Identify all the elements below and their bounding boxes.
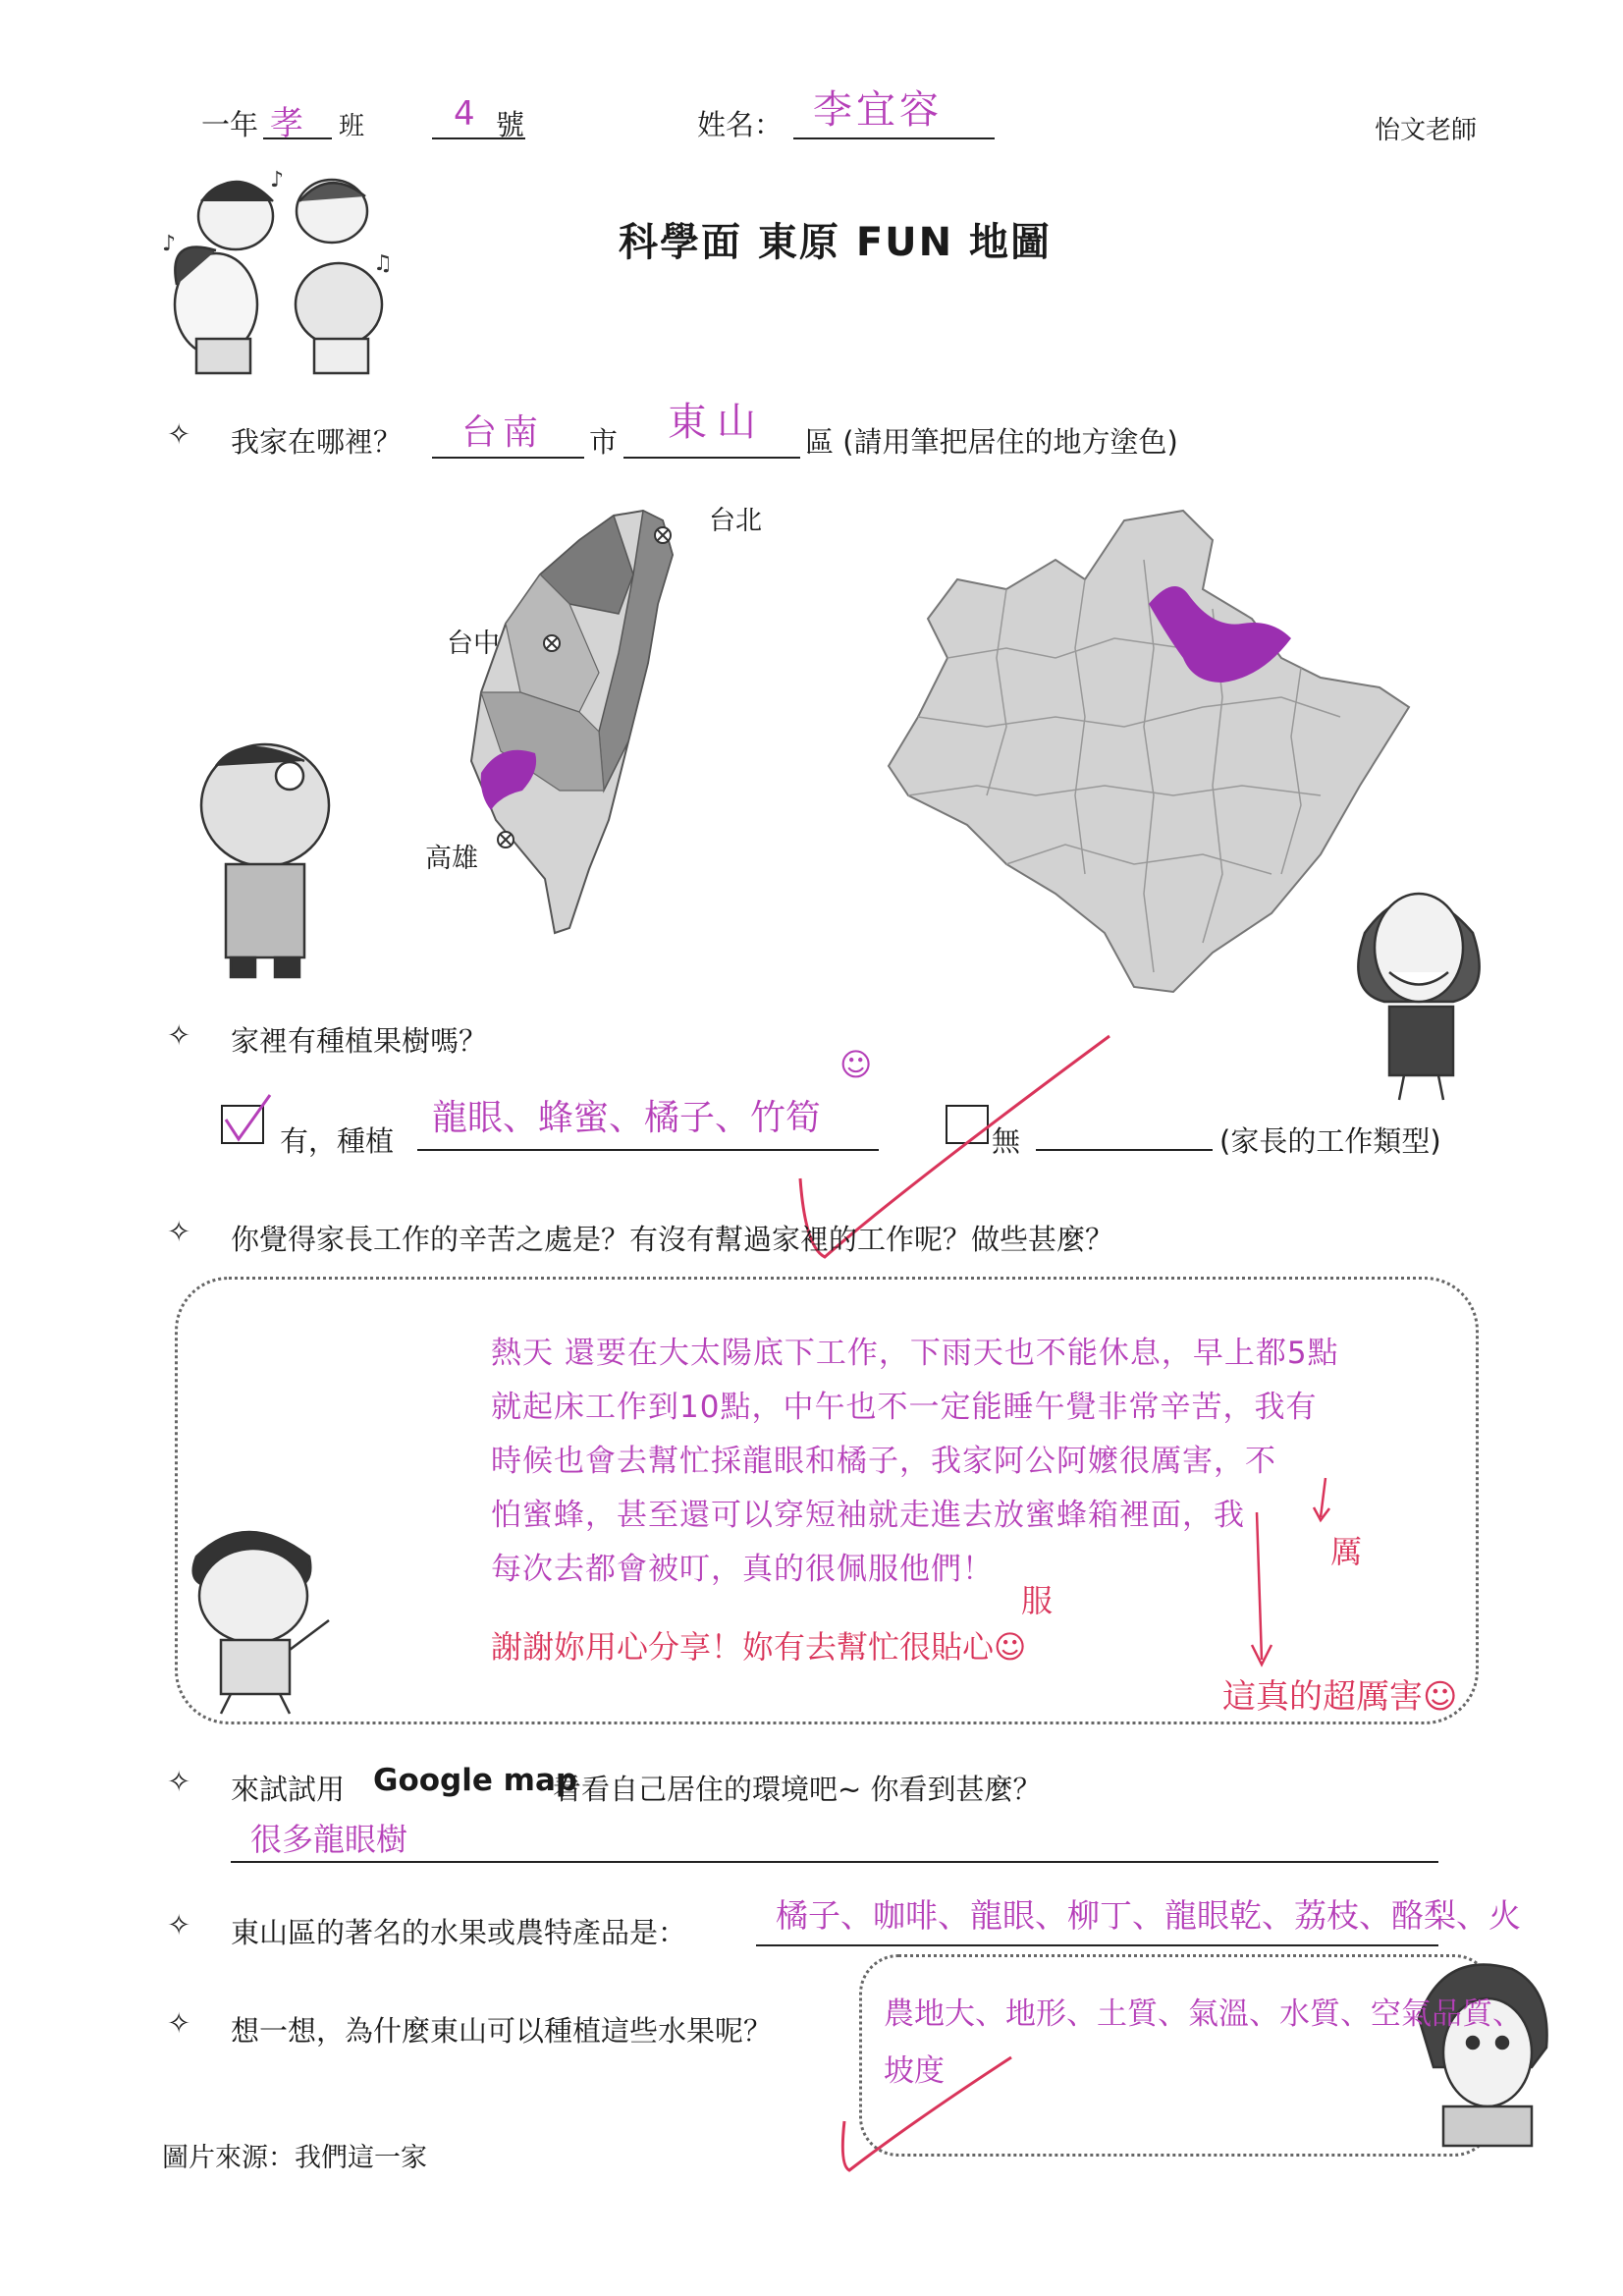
yes-check-mark <box>221 1090 275 1149</box>
cartoon-family-illustration <box>157 157 412 383</box>
smile-mark: ☺ <box>839 1046 873 1083</box>
city-marker-kaohsiung <box>498 832 514 847</box>
q3-answer-line-2: 就起床工作到10點，中午也不一定能睡午覺非常辛苦，我有 <box>491 1390 1318 1425</box>
correction-arrows <box>1247 1473 1365 1669</box>
district-value: 東山 <box>668 400 766 445</box>
bullet-q4: ✧ <box>167 1765 191 1798</box>
grade-prefix: 一年 <box>201 108 259 141</box>
name-value: 李宜容 <box>813 87 943 133</box>
cartoon-mother-illustration <box>1335 874 1502 1110</box>
city-marker-taipei <box>655 527 671 543</box>
correction-fu: 服 <box>1021 1582 1054 1619</box>
q5-answer: 橘子、咖啡、龍眼、柳丁、龍眼乾、荔枝、酪梨、火 <box>776 1896 1521 1935</box>
city-blank <box>432 457 584 459</box>
label-kaohsiung: 高雄 <box>425 844 478 874</box>
district-blank <box>623 457 800 459</box>
teacher-name: 怡文老師 <box>1375 116 1478 145</box>
district-suffix: 區 (請用筆把居住的地方塗色) <box>805 425 1178 459</box>
q4-question-post: 看看自己居住的環境吧~ 你看到甚麼？ <box>553 1773 1042 1806</box>
svg-text:♫: ♫ <box>373 251 393 276</box>
svg-text:♪: ♪ <box>270 168 285 192</box>
q6-answer-line-1: 農地大、地形、土質、氣溫、水質、空氣品質、 <box>884 1996 1523 2032</box>
correction-li: 厲 <box>1330 1533 1363 1570</box>
no-suffix: (家長的工作類型) <box>1219 1124 1441 1158</box>
number-value: 4 <box>454 94 475 134</box>
number-suffix: 號 <box>496 108 525 141</box>
teacher-note: 這真的超厲害☺ <box>1222 1677 1458 1717</box>
yes-answer: 龍眼、蜂蜜、橘子、竹筍 <box>432 1098 822 1138</box>
name-label: 姓名： <box>697 108 784 141</box>
q3-question: 你覺得家長工作的辛苦之處是？有沒有幫過家裡的工作呢？做些甚麼？ <box>231 1223 1114 1256</box>
cartoon-boy-illustration <box>177 1512 339 1719</box>
label-taichung: 台中 <box>447 629 500 659</box>
q3-answer-line-3: 時候也會去幫忙採龍眼和橘子，我家阿公阿嬤很厲害，不 <box>491 1444 1276 1479</box>
q4-answer-blank <box>231 1861 1438 1863</box>
q3-answer-line-1: 熱天 還要在大太陽底下工作，下雨天也不能休息，早上都5點 <box>491 1336 1339 1371</box>
svg-text:♪: ♪ <box>162 232 177 256</box>
bullet-q2: ✧ <box>167 1018 191 1052</box>
q4-question-pre: 來試試用 <box>231 1773 346 1806</box>
q5-answer-blank <box>756 1944 1438 1946</box>
image-source: 圖片來源：我們這一家 <box>162 2143 427 2173</box>
bullet-q5: ✧ <box>167 1908 191 1941</box>
label-taipei: 台北 <box>709 506 762 536</box>
bullet-q1: ✧ <box>167 417 191 451</box>
city-value: 台南 <box>461 412 545 453</box>
q3-answer-line-5: 每次去都會被叮，真的很佩服他們！ <box>491 1552 994 1587</box>
q5-question: 東山區的著名的水果或農特產品是： <box>231 1916 687 1949</box>
q1-prefix: 我家在哪裡？ <box>231 425 403 459</box>
no-label: 無 <box>992 1124 1021 1158</box>
q4-question-brand: Google map <box>373 1763 578 1798</box>
class-value: 孝 <box>270 104 303 143</box>
bullet-q3: ✧ <box>167 1215 191 1248</box>
taiwan-map <box>461 496 707 938</box>
q2-question: 家裡有種植果樹嗎？ <box>231 1024 488 1058</box>
teacher-comment: 謝謝妳用心分享！妳有去幫忙很貼心☺ <box>491 1628 1027 1666</box>
name-blank <box>793 137 995 139</box>
q6-check-mark <box>825 2052 1021 2180</box>
city-marker-taichung <box>544 635 560 651</box>
q6-question: 想一想，為什麼東山可以種植這些水果呢？ <box>231 2014 773 2048</box>
q3-answer-line-4: 怕蜜蜂，甚至還可以穿短袖就走進去放蜜蜂箱裡面，我 <box>491 1498 1245 1533</box>
bullet-q6: ✧ <box>167 2006 191 2040</box>
cartoon-girl-illustration <box>1404 1949 1561 2146</box>
class-suffix: 班 <box>339 112 365 141</box>
q4-answer: 很多龍眼樹 <box>250 1821 408 1858</box>
city-suffix: 市 <box>589 425 619 459</box>
q6-answer-line-2: 坡度 <box>884 2053 945 2089</box>
yes-label: 有，種植 <box>280 1124 395 1158</box>
worksheet-title: 科學面 東原 FUN 地圖 <box>619 220 1053 265</box>
cartoon-father-illustration <box>182 727 349 982</box>
